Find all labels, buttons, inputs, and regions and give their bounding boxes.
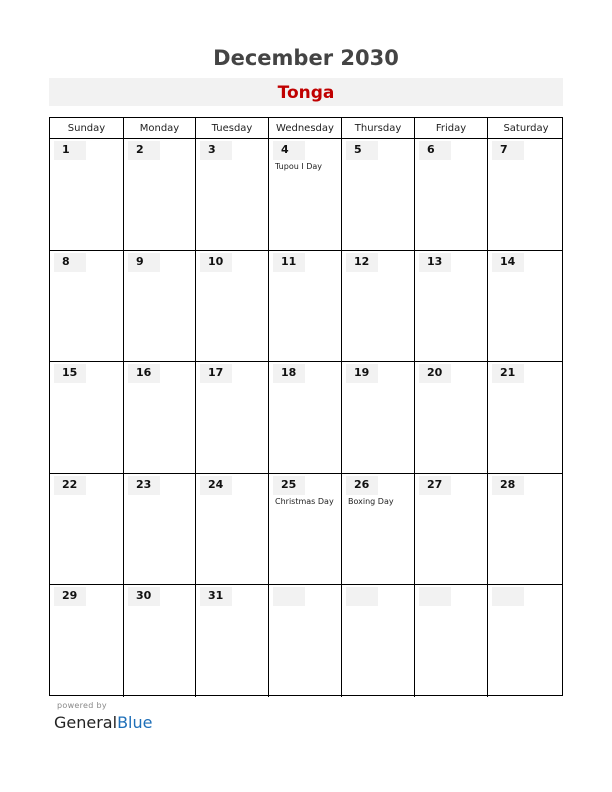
day-cell[interactable] (195, 251, 268, 362)
day-cell[interactable] (414, 362, 487, 473)
day-cell[interactable] (487, 251, 564, 362)
week-row (50, 362, 562, 474)
day-cell[interactable] (414, 474, 487, 585)
day-number: 12 (354, 254, 370, 268)
day-number: 23 (136, 477, 152, 491)
day-cell[interactable] (487, 474, 564, 585)
day-cell[interactable] (195, 474, 268, 585)
day-cell[interactable] (268, 474, 341, 585)
weekday-header-thursday: Thursday (341, 118, 414, 138)
day-cell[interactable] (341, 139, 414, 250)
weekday-header-friday: Friday (414, 118, 487, 138)
day-cell[interactable] (123, 585, 195, 697)
weekday-header-monday: Monday (123, 118, 195, 138)
day-number: 5 (354, 143, 362, 156)
day-number-box (419, 587, 451, 606)
day-number: 10 (208, 254, 224, 268)
day-number: 7 (500, 143, 508, 156)
country-banner (49, 78, 563, 106)
calendar-grid (49, 117, 563, 696)
day-number: 13 (427, 254, 443, 268)
holiday-label: Tupou I Day (275, 162, 323, 171)
day-number: 29 (62, 589, 78, 603)
day-number: 14 (500, 254, 516, 268)
day-number: 15 (62, 366, 78, 380)
day-cell[interactable] (487, 139, 564, 250)
day-number: 16 (136, 366, 152, 380)
day-number: 25 (281, 477, 297, 491)
day-number: 22 (62, 477, 78, 491)
day-number-box (419, 141, 451, 160)
day-cell[interactable] (414, 251, 487, 362)
day-cell[interactable] (195, 139, 268, 250)
day-number: 17 (208, 366, 224, 380)
day-cell[interactable] (268, 362, 341, 473)
day-cell[interactable] (195, 362, 268, 473)
day-cell[interactable] (50, 362, 123, 473)
day-cell[interactable] (50, 474, 123, 585)
day-cell[interactable] (123, 362, 195, 473)
day-cell[interactable] (341, 474, 414, 585)
day-number-box (346, 141, 378, 160)
brand-general: General (54, 713, 118, 732)
day-number: 26 (354, 477, 370, 491)
day-number: 8 (62, 254, 70, 268)
day-number: 28 (500, 477, 516, 491)
day-number: 1 (62, 143, 70, 156)
day-cell[interactable] (268, 585, 341, 697)
country-name: Tonga (277, 83, 335, 103)
weekday-header-row (50, 118, 562, 139)
day-number-box (273, 141, 305, 160)
holiday-label: Christmas Day (275, 496, 334, 506)
week-row (50, 474, 562, 586)
day-number: 24 (208, 477, 224, 491)
week-row (50, 585, 562, 697)
day-number-box (54, 253, 86, 272)
weekday-header-tuesday: Tuesday (195, 118, 268, 138)
day-number: 3 (208, 143, 216, 156)
day-cell[interactable] (341, 585, 414, 697)
day-number: 6 (427, 143, 435, 156)
day-number-box (273, 587, 305, 606)
day-number-box (128, 253, 160, 272)
day-number: 11 (281, 254, 297, 268)
day-number: 20 (427, 366, 443, 380)
day-cell[interactable] (414, 139, 487, 250)
day-number: 9 (136, 254, 144, 268)
day-number: 27 (427, 477, 443, 491)
weekday-header-sunday: Sunday (67, 123, 106, 134)
day-number: 4 (281, 143, 289, 156)
day-cell[interactable] (123, 474, 195, 585)
holiday-label: Boxing Day (348, 496, 394, 506)
day-cell[interactable] (123, 251, 195, 362)
day-cell[interactable] (123, 139, 195, 250)
day-cell[interactable] (50, 585, 123, 697)
day-number-box (492, 587, 524, 606)
day-cell[interactable] (487, 362, 564, 473)
generalblue-logo[interactable] (54, 713, 152, 732)
page-title: December 2030 (213, 46, 399, 70)
day-cell[interactable] (50, 139, 123, 250)
day-cell[interactable] (195, 585, 268, 697)
week-row (50, 251, 562, 363)
day-number: 31 (208, 589, 224, 603)
day-number-box (200, 141, 232, 160)
day-number: 30 (136, 589, 152, 603)
day-cell[interactable] (268, 139, 341, 250)
day-number: 18 (281, 366, 297, 380)
day-cell[interactable] (414, 585, 487, 697)
week-row (50, 139, 562, 251)
brand-blue: Blue (117, 713, 153, 732)
day-cell[interactable] (341, 251, 414, 362)
day-cell[interactable] (268, 251, 341, 362)
day-number: 2 (136, 143, 144, 156)
day-cell[interactable] (487, 585, 564, 697)
day-number-box (54, 141, 86, 160)
day-cell[interactable] (341, 362, 414, 473)
day-cell[interactable] (50, 251, 123, 362)
day-number-box (128, 141, 160, 160)
day-number: 21 (500, 366, 516, 380)
day-number-box (346, 587, 378, 606)
powered-by-text: powered by (57, 701, 107, 710)
weekday-header-saturday: Saturday (487, 118, 564, 138)
weekday-header-wednesday: Wednesday (268, 118, 341, 138)
day-number-box (492, 141, 524, 160)
day-number: 19 (354, 366, 370, 380)
